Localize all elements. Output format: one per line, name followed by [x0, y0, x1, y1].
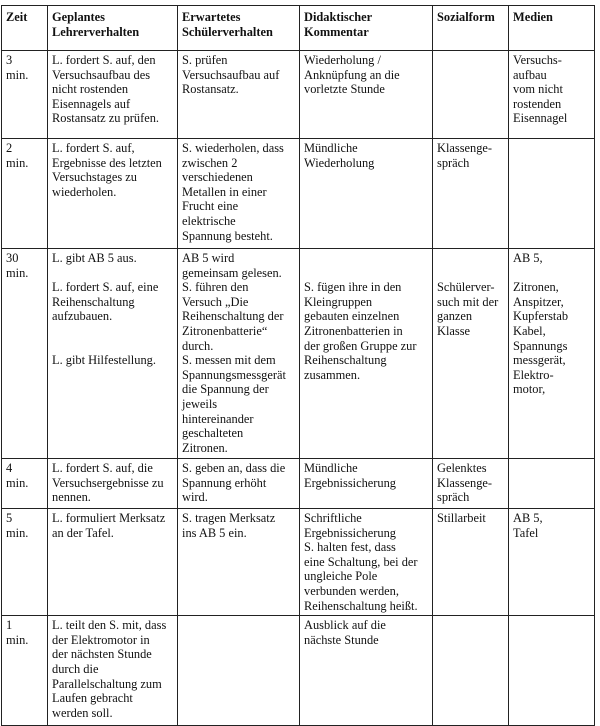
cell-didaktik — [300, 459, 433, 509]
cell-sozialform — [433, 51, 509, 139]
cell-text-line: Versuchstages zu — [52, 170, 137, 185]
cell-text-line: wird. — [182, 490, 208, 505]
cell-text-line: Wiederholung — [304, 155, 375, 170]
cell-text-line: 30 — [6, 251, 19, 265]
cell-text-line: such mit der — [437, 294, 499, 309]
table-row — [2, 459, 595, 509]
cell-text-line: eine Schaltung, bei der — [304, 554, 418, 569]
cell-text-line: Gelenktes — [437, 461, 487, 475]
cell-text-line: Spannungsmessgerät — [182, 367, 286, 382]
cell-text-line: Klassenge- — [437, 141, 493, 155]
cell-text-line: min. — [6, 265, 29, 280]
cell-text-line: Versuchsaufbau auf — [182, 67, 280, 82]
table-row — [2, 509, 595, 616]
cell-text-line: Klassenge- — [437, 475, 493, 490]
cell-text-line: der nächsten Stunde — [52, 647, 152, 662]
cell-text-line: nicht rostenden — [52, 82, 129, 97]
cell-zeit — [2, 459, 48, 509]
cell-lehrer — [48, 509, 178, 616]
cell-text-line: Versuchsergebnisse zu — [52, 475, 164, 490]
cell-text-line: S. wiederholen, dass — [182, 141, 284, 155]
header-lehrerverhalten: Geplantes Lehrerverhalten — [48, 6, 178, 51]
blank-line — [437, 251, 505, 266]
cell-text-line: Reihenschaltung der — [182, 309, 284, 324]
cell-text-line: S. prüfen — [182, 53, 228, 67]
header-didaktischer-kommentar: Didaktischer Kommentar — [300, 6, 433, 51]
cell-text-line: verbunden werden, — [304, 583, 399, 598]
cell-text-line: wiederholen. — [52, 184, 117, 199]
cell-text-line: nächste Stunde — [304, 632, 379, 647]
cell-sozialform — [433, 616, 509, 726]
cell-zeit — [2, 139, 48, 249]
cell-text-line: spräch — [437, 155, 470, 170]
cell-text-line: Zitronenbatterien in — [304, 323, 403, 338]
lesson-plan-table — [1, 5, 595, 726]
cell-text-line: Zitronen. — [182, 440, 228, 455]
cell-text-line: S. tragen Merksatz — [182, 511, 276, 525]
cell-text-line: zwischen 2 — [182, 155, 238, 170]
cell-text-line: messgerät, — [513, 353, 566, 368]
cell-text-line: Versuchs- — [513, 53, 562, 67]
cell-sozialform — [433, 509, 509, 616]
cell-text-line: Frucht eine — [182, 199, 239, 214]
cell-text-line: Wiederholung / — [304, 53, 381, 67]
cell-text-line: S. führen den — [182, 280, 249, 295]
cell-text-line: min. — [6, 67, 29, 82]
cell-text-line: S. geben an, dass die — [182, 461, 286, 475]
cell-text-line: spräch — [437, 490, 470, 505]
cell-text-line: Ergebnissicherung — [304, 525, 396, 540]
table-row — [2, 51, 595, 139]
cell-text-line: 2 — [6, 141, 13, 155]
cell-text-line: motor, — [513, 382, 546, 397]
cell-text-line: der großen Gruppe zur — [304, 338, 417, 353]
cell-text-line: min. — [6, 632, 29, 647]
blank-line — [52, 266, 174, 281]
cell-medien — [509, 51, 595, 139]
cell-text-line: Spannungs — [513, 338, 568, 353]
cell-schueler — [178, 509, 300, 616]
blank-line — [52, 324, 174, 339]
table-row — [2, 139, 595, 249]
cell-text-line: min. — [6, 475, 29, 490]
cell-text-line: Ausblick auf die — [304, 618, 386, 633]
cell-text-line: L. gibt AB 5 aus. — [52, 251, 137, 265]
cell-text-line: min. — [6, 525, 29, 540]
header-schuelerverhalten: Erwartetes Schülerverhalten — [178, 6, 300, 51]
cell-sozialform — [433, 139, 509, 249]
cell-medien — [509, 459, 595, 509]
cell-text-line: die Spannung der — [182, 382, 269, 397]
cell-medien — [509, 616, 595, 726]
cell-lehrer — [48, 459, 178, 509]
cell-text-line: 4 — [6, 461, 13, 475]
cell-text-line: Versuch „Die — [182, 294, 249, 309]
cell-text-line: gebauten einzelnen — [304, 309, 400, 324]
cell-text-line: geschalteten — [182, 426, 244, 441]
cell-text-line: Elektro- — [513, 367, 554, 382]
cell-text-line: Ergebnissicherung — [304, 475, 396, 490]
header-zeit: Zeit — [2, 6, 48, 51]
cell-text-line: AB 5 wird — [182, 251, 235, 265]
cell-medien — [509, 139, 595, 249]
cell-text-line: Kleingruppen — [304, 294, 373, 309]
cell-text-line: L. gibt Hilfestellung. — [52, 353, 156, 368]
cell-text-line: Metallen in einer — [182, 184, 267, 199]
cell-text-line: S. messen mit dem — [182, 353, 276, 368]
cell-text-line: Ergebnisse des letzten — [52, 155, 162, 170]
cell-didaktik — [300, 51, 433, 139]
cell-text-line: Eisennagel — [513, 111, 568, 126]
cell-sozialform — [433, 459, 509, 509]
cell-text-line: rostenden — [513, 96, 562, 111]
cell-text-line: vom nicht — [513, 82, 563, 97]
cell-lehrer — [48, 616, 178, 726]
cell-text-line: S. halten fest, dass — [304, 540, 396, 555]
cell-text-line: hintereinander — [182, 411, 254, 426]
cell-text-line: Anspitzer, — [513, 294, 564, 309]
cell-text-line: L. teilt den S. mit, dass — [52, 618, 167, 633]
cell-text-line: Klasse — [437, 323, 471, 338]
cell-text-line: Eisennagels auf — [52, 96, 131, 111]
cell-text-line: Schriftliche — [304, 511, 362, 525]
cell-lehrer — [48, 51, 178, 139]
cell-didaktik — [300, 509, 433, 616]
cell-text-line: Kabel, — [513, 323, 546, 338]
cell-text-line: ganzen — [437, 309, 473, 324]
cell-text-line: durch. — [182, 338, 214, 353]
cell-text-line: aufbau — [513, 67, 547, 82]
cell-text-line: L. fordert S. auf, — [52, 141, 135, 155]
cell-schueler — [178, 616, 300, 726]
blank-line — [304, 251, 429, 266]
cell-text-line: 1 — [6, 618, 13, 633]
cell-schueler — [178, 51, 300, 139]
blank-line — [304, 266, 429, 281]
table-row — [2, 616, 595, 726]
cell-text-line: L. fordert S. auf, den — [52, 53, 156, 67]
cell-text-line: 5 — [6, 511, 13, 525]
cell-text-line: gemeinsam gelesen. — [182, 265, 282, 280]
cell-text-line: Tafel — [513, 525, 539, 540]
cell-text-line: Mündliche — [304, 141, 358, 155]
cell-lehrer — [48, 249, 178, 459]
cell-text-line: jeweils — [182, 396, 218, 411]
cell-text-line: Rostansatz. — [182, 82, 239, 97]
cell-didaktik — [300, 249, 433, 459]
header-row — [2, 6, 595, 51]
cell-didaktik — [300, 616, 433, 726]
cell-text-line: Kupferstab — [513, 309, 569, 324]
cell-text-line: AB 5, — [513, 511, 543, 525]
cell-text-line: verschiedenen — [182, 170, 253, 185]
cell-text-line: 3 — [6, 53, 13, 67]
cell-medien — [509, 509, 595, 616]
header-medien: Medien — [509, 6, 595, 51]
cell-text-line: Reihenschaltung heißt. — [304, 598, 418, 613]
cell-text-line: Anknüpfung an die — [304, 67, 400, 82]
cell-zeit — [2, 509, 48, 616]
cell-text-line: aufzubauen. — [52, 309, 113, 324]
cell-text-line: L. formuliert Merksatz — [52, 511, 166, 525]
cell-zeit — [2, 51, 48, 139]
cell-text-line: Rostansatz zu prüfen. — [52, 111, 160, 126]
cell-text-line: Schülerver- — [437, 280, 495, 295]
cell-zeit — [2, 616, 48, 726]
cell-text-line: S. fügen ihre in den — [304, 280, 402, 295]
cell-text-line: ungleiche Pole — [304, 569, 378, 584]
cell-text-line: Stillarbeit — [437, 511, 486, 525]
cell-text-line: L. fordert S. auf, eine — [52, 280, 159, 295]
table-row — [2, 249, 595, 459]
header-sozialform: Sozialform — [433, 6, 509, 51]
cell-text-line: zusammen. — [304, 367, 361, 382]
cell-text-line: Mündliche — [304, 461, 358, 475]
cell-text-line: ins AB 5 ein. — [182, 525, 247, 540]
cell-text-line: Zitronenbatterie“ — [182, 323, 268, 338]
cell-text-line: AB 5, — [513, 251, 543, 265]
cell-didaktik — [300, 139, 433, 249]
cell-text-line: Spannung besteht. — [182, 228, 273, 243]
cell-text-line: Versuchsaufbau des — [52, 67, 151, 82]
cell-zeit — [2, 249, 48, 459]
cell-text-line: Reihenschaltung — [52, 294, 135, 309]
cell-schueler — [178, 139, 300, 249]
cell-schueler — [178, 249, 300, 459]
cell-text-line: werden soll. — [52, 705, 113, 720]
cell-text-line: nennen. — [52, 490, 91, 505]
cell-text-line: Parallelschaltung zum — [52, 676, 162, 691]
cell-text-line: vorletzte Stunde — [304, 82, 385, 97]
blank-line — [437, 266, 505, 281]
blank-line — [52, 339, 174, 354]
cell-text-line: an der Tafel. — [52, 525, 114, 540]
cell-text-line: elektrische — [182, 213, 236, 228]
cell-text-line: min. — [6, 155, 29, 170]
table-body — [2, 51, 595, 726]
cell-text-line: Reihenschaltung — [304, 353, 387, 368]
cell-schueler — [178, 459, 300, 509]
cell-text-line: L. fordert S. auf, die — [52, 461, 153, 475]
cell-medien — [509, 249, 595, 459]
cell-text-line: der Elektromotor in — [52, 632, 150, 647]
cell-sozialform — [433, 249, 509, 459]
cell-text-line: Laufen gebracht — [52, 691, 133, 706]
cell-text-line: Spannung erhöht — [182, 475, 267, 490]
cell-lehrer — [48, 139, 178, 249]
cell-text-line: durch die — [52, 661, 99, 676]
blank-line — [513, 266, 591, 281]
cell-text-line: Zitronen, — [513, 280, 559, 295]
